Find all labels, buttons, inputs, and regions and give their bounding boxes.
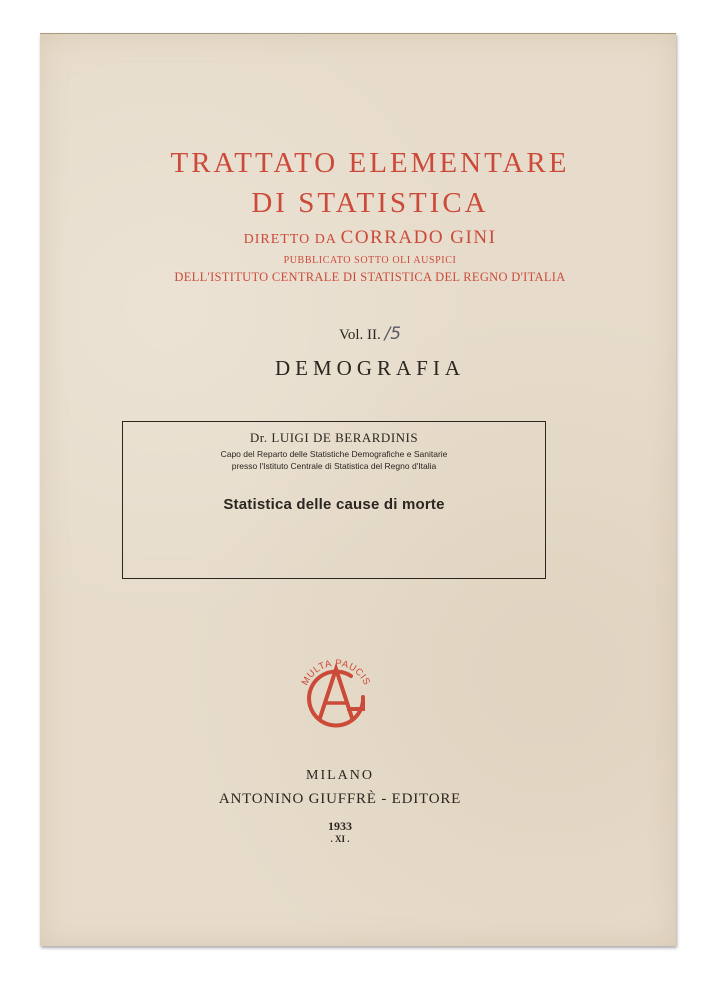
director-name: CORRADO GINI xyxy=(340,227,497,248)
handwritten-mark: /5 xyxy=(384,324,402,344)
title-frame xyxy=(122,421,546,579)
series-title-line1: TRATTATO ELEMENTARE xyxy=(170,147,570,179)
work-title: Statistica delle cause di morte xyxy=(223,496,445,513)
publisher-monogram-icon xyxy=(291,649,381,739)
director-line xyxy=(40,227,700,249)
logo-motto: MULTA PAUCIS xyxy=(299,657,373,688)
author-name: Dr. LUIGI DE BERARDINIS xyxy=(249,430,419,445)
imprint-year: 1933 xyxy=(328,819,352,833)
imprint-era: . XI . xyxy=(330,834,350,844)
directed-prefix: DIRETTO DA xyxy=(243,232,337,247)
imprint-publisher: ANTONINO GIUFFRÈ - EDITORE xyxy=(218,791,462,807)
imprint-city: MILANO xyxy=(306,768,374,783)
book-cover xyxy=(40,33,676,946)
published-under-line: PUBBLICATO SOTTO OLI AUSPICI xyxy=(283,255,457,266)
volume-line xyxy=(40,324,700,344)
volume-label: Vol. II. xyxy=(338,327,381,343)
institute-line: DELL'ISTITUTO CENTRALE DI STATISTICA DEL REGNO D'ITALIA xyxy=(174,270,566,284)
author-role-line1: Capo del Reparto delle Statistiche Demografiche e Sanitarie xyxy=(220,449,448,459)
volume-subject: DEMOGRAFIA xyxy=(274,356,465,380)
series-title-line2: DI STATISTICA xyxy=(251,187,489,219)
author-role-line2: presso l'Istituto Centrale di Statistica del Regno d'Italia xyxy=(231,461,437,471)
